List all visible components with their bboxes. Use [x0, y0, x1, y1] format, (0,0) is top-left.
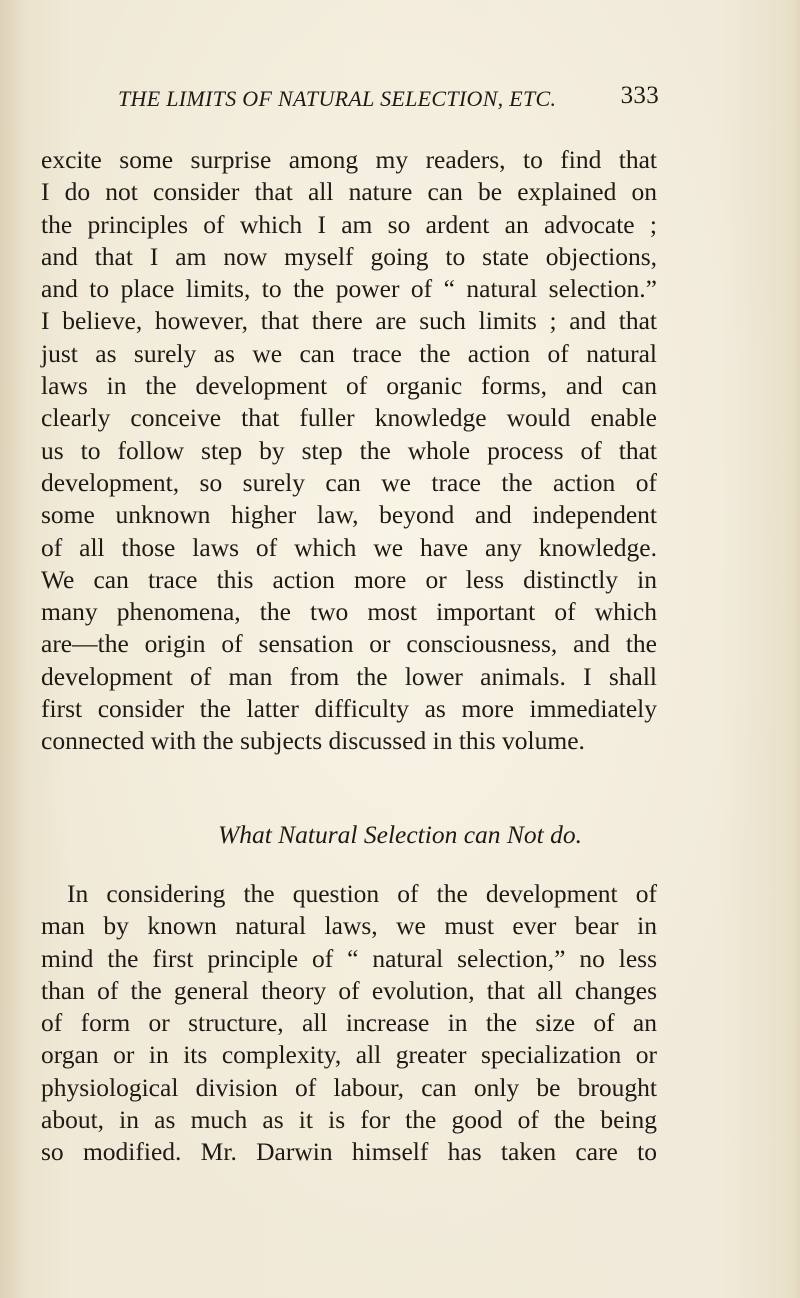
text-line: We can trace this action more or less distinctly in [41, 564, 657, 594]
text-line: mind the first principle of “ natural selection,” no less [41, 943, 657, 973]
paragraph-1 [41, 144, 657, 758]
text-line: excite some surprise among my readers, to find that [41, 145, 657, 174]
text-line: laws in the development of organic forms, and can [41, 371, 657, 401]
text-line: first consider the latter difficulty as more immediately [41, 694, 657, 724]
subheading-text: What Natural Selection can Not do. [217, 820, 583, 849]
section-subheading [0, 820, 800, 850]
text-line: In considering the question of the development of [67, 879, 657, 908]
text-line: of all those laws of which we have any knowledge. [41, 532, 657, 562]
paragraph-2 [41, 878, 657, 1169]
running-title: THE LIMITS OF NATURAL SELECTION, ETC. [118, 86, 557, 111]
text-line: development of man from the lower animals. I shall [41, 661, 657, 691]
text-line: I believe, however, that there are such limits ; and that [41, 306, 657, 336]
text-line: development, so surely can we trace the action of [41, 467, 657, 497]
text-line: man by known natural laws, we must ever bear in [41, 911, 657, 941]
text-line: many phenomena, the two most important of which [41, 597, 657, 627]
text-line: and to place limits, to the power of “ natural selection.” [41, 274, 657, 304]
text-line: I do not consider that all nature can be explained on [41, 177, 657, 207]
text-line: us to follow step by step the whole process of that [41, 435, 657, 465]
text-line: physiological division of labour, can only be brought [41, 1072, 657, 1102]
text-line: clearly conceive that fuller knowledge would enable [41, 403, 657, 433]
text-line: organ or in its complexity, all greater specialization or [41, 1040, 657, 1070]
text-line: some unknown higher law, beyond and independent [41, 500, 657, 530]
text-line: than of the general theory of evolution, that all changes [41, 975, 657, 1005]
text-line: connected with the subjects discussed in this volume. [41, 726, 585, 756]
text-line: about, in as much as it is for the good of the being [41, 1105, 657, 1135]
page-number: 333 [620, 82, 659, 109]
text-line: are—the origin of sensation or consciousness, and the [41, 629, 657, 659]
text-line: just as surely as we can trace the action of natural [41, 338, 657, 368]
text-line: so modified. Mr. Darwin himself has taken care to [41, 1137, 657, 1167]
text-line: the principles of which I am so ardent an advocate ; [41, 209, 657, 239]
text-line: of form or structure, all increase in the size of an [41, 1008, 657, 1038]
text-line: and that I am now myself going to state objections, [41, 241, 657, 271]
running-header [118, 82, 658, 118]
